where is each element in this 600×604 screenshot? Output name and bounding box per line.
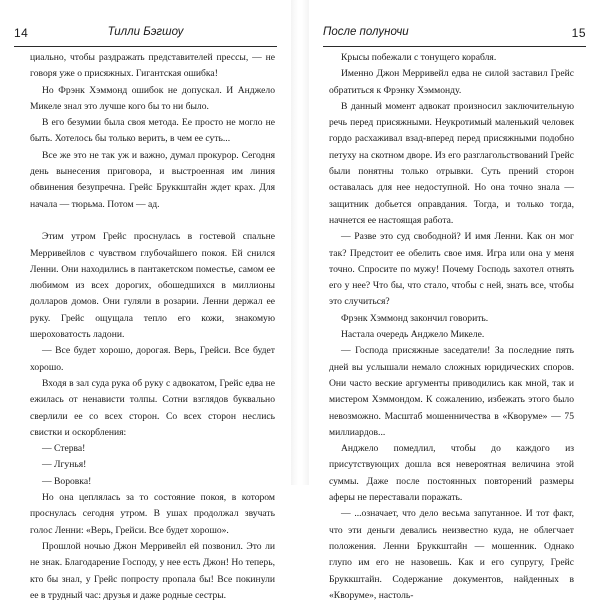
book-gutter: [291, 0, 309, 485]
left-header-rule: [14, 46, 277, 47]
right-page: [309, 0, 600, 601]
right-page-header: [323, 24, 586, 44]
right-paragraph-5: Фрэнк Хэммонд закончил говорить.: [341, 312, 489, 324]
right-paragraph-7: — Господа присяжные заседатели! За последние пять дней вы услышали немало сложных юридических споров. Они часто веские аргументы приводились как мной, так и мистером Хэммондом. К сожалению, избежать этого было невозможно. Масштаб мошенничества в «Кворуме» — 75 миллиардов...: [329, 345, 574, 438]
right-paragraph-6: Настала очередь Анджело Микеле.: [341, 329, 485, 341]
left-paragraph-1: циально, чтобы раздражать представителей прессы, — не говоря уже о присяжных. Гигантская ошибка!: [30, 52, 275, 80]
left-page-body: [30, 50, 275, 604]
left-page-number: 14: [14, 26, 29, 40]
right-header-rule: [323, 46, 586, 47]
right-paragraph-3: В данный момент адвокат произносил заключительную речь перед присяжными. Неукротимый маленький человек гордо расхаживал взад-вперед перед присяжными подобно петуху на скотном дворе. Из его разглагольствований Грейс были понятны только отрывки. Суть прений сторон оставалась для нее недоступной. Но она точно знала — защитник добьется оправдания. Тогда, и только тогда, начнется ее настоящая работа.: [329, 100, 574, 226]
right-paragraph-4: — Разве это суд свободной? И имя Ленни. Как он мог так? Предстоит ее обелить свое имя. Игра или она у меня точно. Спросите по мужу! Почему Господь захотел отнять его у нее? Что бы, что стало, чтобы с ней, знать все, чтобы это случиться?: [329, 231, 574, 308]
left-paragraph-5: Этим утром Грейс проснулась в гостевой спальне Мерривейлов с чувством глубочайшего покоя. Ей снился Ленни. Они находились в пантакетском поместье, самом ее любимом из всех дорогих, обошедшихся в миллионы долларов домов. Они гуляли в розарии. Ленни держал ее руку. Грейс ощущала тепло его кожи, знакомую шероховатость ладони.: [30, 231, 275, 341]
left-paragraph-11: Но она цеплялась за то состояние покоя, в котором проснулась сегодня утром. В ушах продолжал звучать голос Ленни: «Верь, Грейси. Все будет хорошо».: [30, 492, 275, 536]
right-paragraph-2: Именно Джон Мерривейл едва не силой заставил Грейс обратиться к Фрэнку Хэммонду.: [329, 68, 574, 96]
right-paragraph-1: Крысы побежали с тонущего корабля.: [341, 52, 497, 63]
section-break: [30, 213, 275, 229]
left-paragraph-7: Входя в зал суда рука об руку с адвокатом, Грейс едва не ежилась от ненависти толпы. Сотни взглядов буквально сверлили ее со всех сторон. Со всех сторон неслись свистки и оскорбления:: [30, 377, 275, 438]
left-running-head: Тилли Бэгшоу: [107, 26, 184, 38]
left-paragraph-10: — Воровка!: [42, 475, 92, 487]
left-paragraph-3: В его безумии была своя метода. Ее просто не могло не быть. Хотелось бы только верить, в чем ее суть...: [30, 117, 275, 145]
left-paragraph-12: Прошлой ночью Джон Мерривейл ей позвонил. Это ли не знак. Благодарение Господу, у нее есть Джон! Но теперь, кто бы знал, у Грейс попросту пропала бы! Все покинули ее в трудный час: друзья и даже родные сестры.: [30, 540, 275, 601]
right-paragraph-8: Анджело помедлил, чтобы до каждого из присутствующих дошла вся невероятная величина этой суммы. Даже после постоянных повторений размеры аферы не переставали поражать.: [329, 443, 574, 504]
left-page-header: [14, 24, 277, 44]
right-page-body: [329, 50, 574, 604]
left-page: [0, 0, 291, 601]
right-page-number: 15: [571, 26, 586, 40]
left-paragraph-6: — Все будет хорошо, дорогая. Верь, Грейси. Все будет хорошо.: [30, 345, 275, 373]
left-paragraph-8: — Стерва!: [42, 443, 86, 455]
left-paragraph-9: — Лгунья!: [42, 459, 87, 471]
left-paragraph-2: Но Фрэнк Хэммонд ошибок не допускал. И Анджело Микеле знал это лучше кого бы то ни было.: [30, 84, 275, 112]
right-paragraph-9: — ...означает, что дело весьма запутанное. И тот факт, что эти деньги девались неизвестно куда, не облегчает положения. Ленни Бруккштайн — мошенник. Однако глупо им его не назовешь. Как и его супругу, Грейс Бруккштайн. Содержание документов, найденных в «Кворуме», настоль-: [329, 508, 574, 601]
left-paragraph-4: Все же это не так уж и важно, думал прокурор. Сегодня день вынесения приговора, и выстроенная им линия обвинения безупречна. Грейс Бруккштайн ждет крах. Для начала — тюрьма. Потом — ад.: [30, 149, 275, 210]
right-running-head: После полуночи: [323, 26, 409, 38]
